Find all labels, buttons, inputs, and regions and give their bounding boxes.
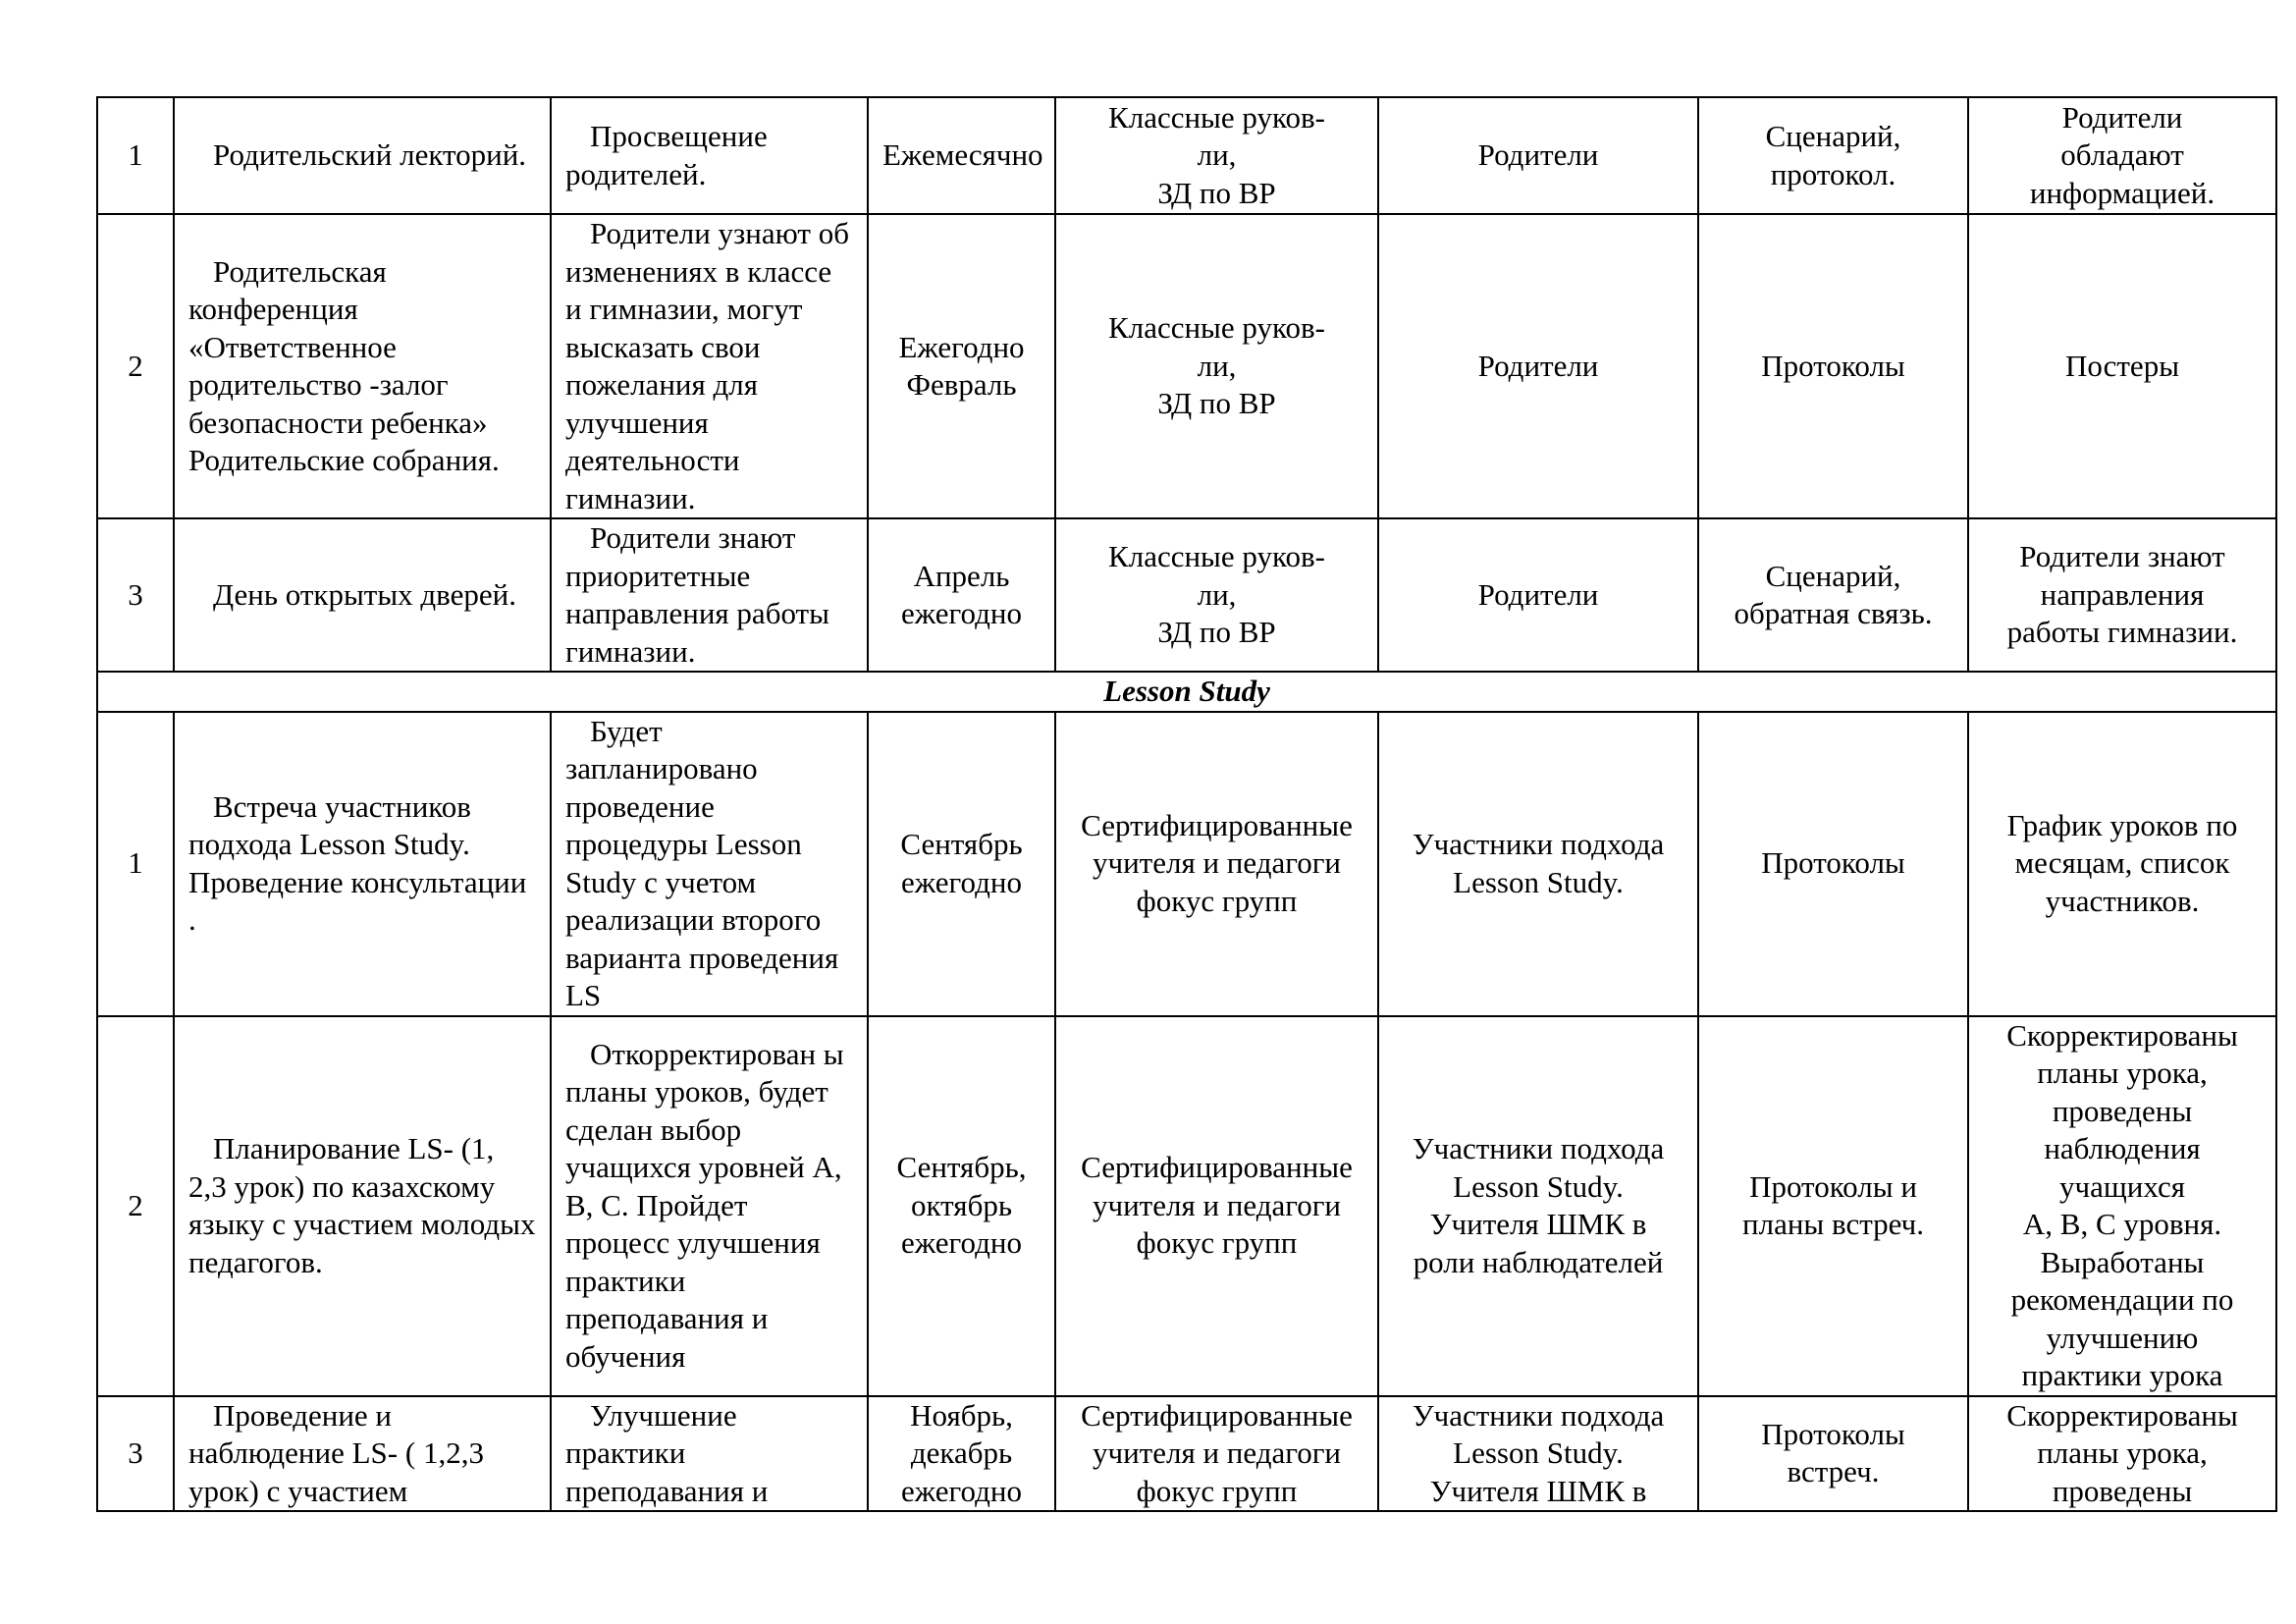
table-row	[97, 518, 2276, 672]
row-number: 1	[97, 97, 174, 214]
goal-cell: Откорректирован ы планы уроков, будет сделан выбор учащихся уровней A, B, C. Пройдет процесс улучшения практики преподавания и обучения	[551, 1016, 868, 1396]
goal-cell: Просвещение родителей.	[551, 97, 868, 214]
responsible-cell: Классные руков- ли, ЗД по ВР	[1055, 214, 1378, 518]
participants-cell: Участники подхода Lesson Study.	[1378, 712, 1698, 1016]
event-cell: Встреча участников подхода Lesson Study. Проведение консультации .	[174, 712, 551, 1016]
row-number: 3	[97, 518, 174, 672]
timing-cell: Ежемесячно	[868, 97, 1055, 214]
participants-cell: Участники подхода Lesson Study. Учителя ШМК в	[1378, 1396, 1698, 1512]
row-number: 2	[97, 1016, 174, 1396]
row-number: 2	[97, 214, 174, 518]
result-cell: Скорректированы планы урока, проведены	[1968, 1396, 2276, 1512]
event-cell: Родительский лекторий.	[174, 97, 551, 214]
goal-cell: Будет запланировано проведение процедуры Lesson Study с учетом реализации второго варианта проведения LS	[551, 712, 868, 1016]
table-row	[97, 97, 2276, 214]
participants-cell: Родители	[1378, 518, 1698, 672]
participants-cell: Участники подхода Lesson Study. Учителя ШМК в роли наблюдателей	[1378, 1016, 1698, 1396]
table-row	[97, 214, 2276, 518]
result-cell: Родители знают направления работы гимназии.	[1968, 518, 2276, 672]
participants-cell: Родители	[1378, 97, 1698, 214]
goal-cell: Родители знают приоритетные направления работы гимназии.	[551, 518, 868, 672]
result-cell: Скорректированы планы урока, проведены наблюдения учащихся A, B, C уровня. Выработаны рекомендации по улучшению практики урока	[1968, 1016, 2276, 1396]
form-cell: Протоколы	[1698, 712, 1968, 1016]
result-cell: Родители обладают информацией.	[1968, 97, 2276, 214]
event-cell: День открытых дверей.	[174, 518, 551, 672]
responsible-cell: Сертифицированные учителя и педагоги фокус групп	[1055, 1016, 1378, 1396]
participants-cell: Родители	[1378, 214, 1698, 518]
timing-cell: Ежегодно Февраль	[868, 214, 1055, 518]
row-number: 3	[97, 1396, 174, 1512]
result-cell: График уроков по месяцам, список участников.	[1968, 712, 2276, 1016]
form-cell: Сценарий, обратная связь.	[1698, 518, 1968, 672]
timing-cell: Сентябрь ежегодно	[868, 712, 1055, 1016]
form-cell: Сценарий, протокол.	[1698, 97, 1968, 214]
table-row	[97, 712, 2276, 1016]
event-cell: Проведение и наблюдение LS- ( 1,2,3 урок) с участием	[174, 1396, 551, 1512]
responsible-cell: Классные руков- ли, ЗД по ВР	[1055, 97, 1378, 214]
table-row	[97, 1016, 2276, 1396]
goal-cell: Улучшение практики преподавания и	[551, 1396, 868, 1512]
section-title: Lesson Study	[97, 672, 2276, 712]
responsible-cell: Сертифицированные учителя и педагоги фокус групп	[1055, 1396, 1378, 1512]
event-cell: Планирование LS- (1, 2,3 урок) по казахскому языку с участием молодых педагогов.	[174, 1016, 551, 1396]
row-number: 1	[97, 712, 174, 1016]
timing-cell: Ноябрь, декабрь ежегодно	[868, 1396, 1055, 1512]
goal-cell: Родители узнают об изменениях в классе и гимназии, могут высказать свои пожелания для улучшения деятельности гимназии.	[551, 214, 868, 518]
timing-cell: Апрель ежегодно	[868, 518, 1055, 672]
responsible-cell: Сертифицированные учителя и педагоги фокус групп	[1055, 712, 1378, 1016]
form-cell: Протоколы	[1698, 214, 1968, 518]
plan-table	[96, 96, 2277, 1512]
result-cell: Постеры	[1968, 214, 2276, 518]
timing-cell: Сентябрь, октябрь ежегодно	[868, 1016, 1055, 1396]
form-cell: Протоколы и планы встреч.	[1698, 1016, 1968, 1396]
event-cell: Родительская конференция «Ответственное родительство -залог безопасности ребенка» Родительские собрания.	[174, 214, 551, 518]
table-row	[97, 1396, 2276, 1512]
responsible-cell: Классные руков- ли, ЗД по ВР	[1055, 518, 1378, 672]
form-cell: Протоколы встреч.	[1698, 1396, 1968, 1512]
section-header-row	[97, 672, 2276, 712]
